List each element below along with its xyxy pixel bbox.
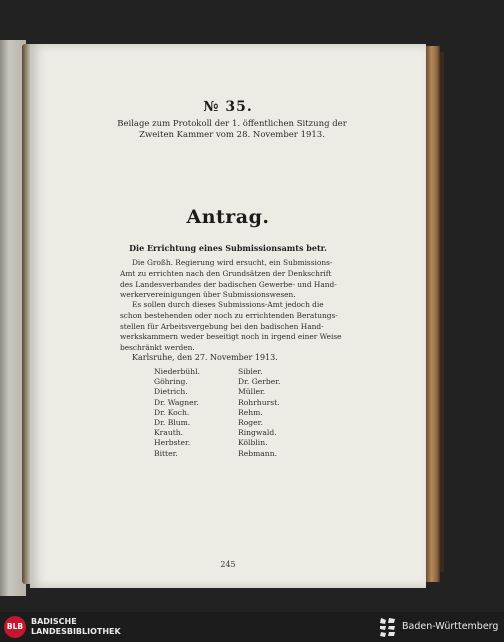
beilage-line: Zweiten Kammer vom 28. November 1913. <box>139 130 325 140</box>
library-name-line: BADISCHE <box>31 617 77 626</box>
signer-name: Dr. Blum. <box>154 418 191 428</box>
library-name[interactable] <box>31 617 121 637</box>
document-number: № 35. <box>203 99 253 115</box>
paragraph-1 <box>120 258 342 301</box>
signer-name: Müller. <box>238 387 266 397</box>
signers-left-column <box>154 367 200 459</box>
signer-name: Göhring. <box>154 377 188 387</box>
signer-name: Rehm. <box>238 407 263 417</box>
beilage-note <box>102 119 362 141</box>
paragraph-line: stellen für Arbeitsvergebung bei den badischen Hand- <box>120 321 324 331</box>
dateline: Karlsruhe, den 27. November 1913. <box>132 353 278 362</box>
book-cover-board <box>426 46 440 582</box>
paragraph-2 <box>120 300 342 354</box>
signer-name: Herbster. <box>154 438 191 448</box>
signer-name: Dietrich. <box>154 387 188 397</box>
footer-bar <box>0 612 504 642</box>
paragraph-line: beschränkt werden. <box>120 343 195 353</box>
signer-name: Kölblin. <box>238 438 268 448</box>
subtitle: Die Errichtung eines Submissionsamts betr. <box>129 243 327 253</box>
signer-name: Niederbühl. <box>154 367 201 376</box>
paragraph-line: Amt zu errichten nach den Grundsätzen der Denkschrift <box>120 268 332 278</box>
signer-name: Krauth. <box>154 428 184 438</box>
library-name-line: LANDESBIBLIOTHEK <box>31 627 121 636</box>
signer-name: Roger. <box>238 418 263 428</box>
signer-name: Bitter. <box>154 448 178 458</box>
page-number: 245 <box>220 560 236 569</box>
paragraph-line: Es sollen durch dieses Submissions-Amt jedoch die <box>132 300 324 309</box>
blb-logo-icon[interactable]: BLB <box>4 616 26 638</box>
signer-name: Rebmann. <box>238 448 277 458</box>
paragraph-line: werkskammern weder beseitigt noch in irgend einer Weise <box>120 332 342 342</box>
document-page <box>30 44 426 588</box>
signer-name: Sibler. <box>238 367 263 376</box>
signer-name: Rohrhurst. <box>238 397 280 407</box>
signer-name: Dr. Koch. <box>154 407 190 417</box>
book-cover-edge <box>440 52 444 572</box>
signers-right-column <box>238 367 280 459</box>
heading: Antrag. <box>186 206 270 228</box>
paragraph-line: des Landesverbandes der badischen Gewerbe- und Hand- <box>120 279 337 289</box>
paragraph-line: Die Großh. Regierung wird ersucht, ein Submissions- <box>132 258 333 267</box>
signer-name: Dr. Wagner. <box>154 397 199 407</box>
paragraph-line: werkervereinigungen über Submissionswesen. <box>120 290 296 300</box>
signer-name: Dr. Gerber. <box>238 377 281 387</box>
signer-name: Ringwald. <box>238 428 277 438</box>
beilage-line: Beilage zum Protokoll der 1. öffentlichen Sitzung der <box>117 119 347 129</box>
state-name[interactable]: Baden-Württemberg <box>402 621 499 632</box>
baden-wuerttemberg-lions-icon[interactable] <box>378 616 398 638</box>
paragraph-line: schon bestehenden oder noch zu errichtenden Beratungs- <box>120 310 338 320</box>
